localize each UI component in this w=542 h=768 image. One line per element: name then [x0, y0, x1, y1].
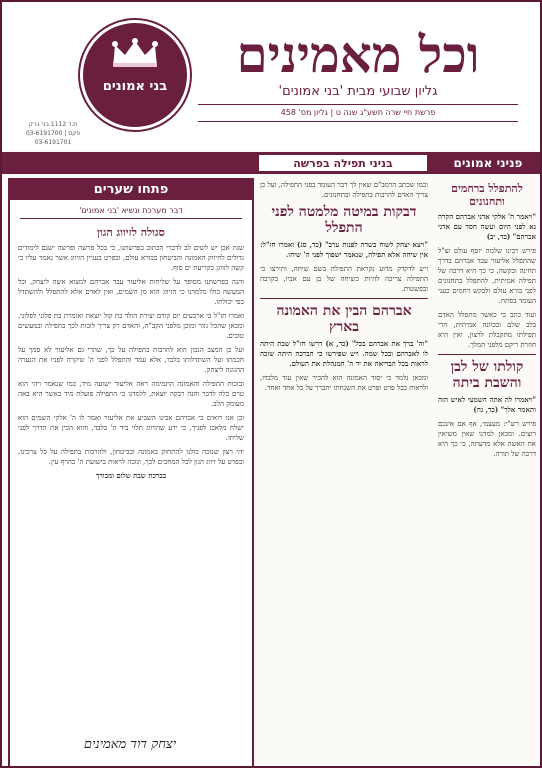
article-quote: "ויצא יצחק לשוח בשדה לפנות ערב" (כד, סג) ואמרו חז"ל: אין שיחה אלא תפילה, שנאמר ישפוך לפני ה' שיחו.	[260, 240, 428, 259]
article-heading: להתפלל ברחמים ותחנונים	[451, 182, 523, 208]
article-paragraph: ויש לדקדק מדוע נקראת התפילה בשם שיחה, ותירצו כי התפילה צריכה להיות כשיחה של בן עם אביו, בקרבה ובפשטות.	[260, 265, 428, 293]
contact-info	[8, 120, 98, 147]
masthead	[2, 2, 540, 150]
article-quote: "ויאמרו לה אתה השמעי לאיש הזה ותאמר אלך" (כד, נח)	[438, 395, 536, 414]
divider	[438, 354, 536, 355]
editorial-panel	[8, 178, 254, 768]
article-heading: סגולה לזיווג הגון	[97, 226, 165, 239]
article-paragraph: והנה בפרשתנו מסופר על שליחות אליעזר עבד אברהם למצוא אשה ליצחק, וכל המעשה כולו מלמדנו כי הזיווג הוא מן השמים, ואין לאדם אלא להתפלל ולהשתדל כפי יכולתו.	[18, 278, 244, 306]
article-quote: "ויאמר ה' אלקי אדני אברהם הקרה נא לפני היום ועשה חסד עם אדני אברהם" (כד, יב)	[438, 212, 536, 241]
article-paragraph: פירש רש"י: מעצמי, אף אם אינכם רוצים. ומכאן למדנו שאין משיאין את האשה אלא מדעתה, כי כך היא דרכה של תורה.	[438, 420, 536, 458]
divider	[260, 298, 428, 299]
logo-name: בני אמונים	[102, 79, 168, 94]
article-paragraph: וכמו שכתב הרמב"ם שאין לך דבר העומד בפני התפילה, ועל כן צריך האדם להרבות בתפילה ובתחנונים.	[260, 181, 428, 199]
article-heading: אברהם הבין את האמונה בארץ	[276, 303, 412, 335]
issue-info: פרשת חיי שרה תשע"ג שנה ט | גליון מס' 458	[198, 104, 518, 122]
middle-column	[260, 180, 428, 764]
right-column	[438, 180, 536, 764]
left-column-header: פתחו שערים	[10, 180, 252, 200]
article-paragraph: וכן אנו רואים כי אברהם אבינו השביע את אליעזר ואמר לו ה' אלקי השמים הוא ישלח מלאכו לפניך, כי ידע שהזיווג תלוי ביד ה' בלבד, והוא הכין את הדרך לפני שליחו.	[18, 414, 244, 442]
contact-line: ת.ד 1112 בני ברק	[28, 121, 78, 128]
crown-icon	[109, 37, 161, 71]
editor-signature: יצחק דוד מאמינים	[83, 737, 177, 752]
article-paragraph: ועוד כתב כי כאשר מתפלל האדם בלב שלם ובכוונה אמיתית, הרי תפילתו מתקבלת לרצון, ואין היא חוזרת ריקם מלפני המלך.	[438, 311, 536, 349]
middle-column-header: בניני תפילה בפרשה	[258, 154, 428, 172]
organization-logo	[80, 20, 190, 130]
article-paragraph: פירש רבינו שלמה יוסף עולם זצ"ל שהתפלל אליעזר עבד אברהם בדרך תחינה ובקשה, כי כך היא דרכה של תפילה אמיתית, להתפלל בתחנונים לפני בורא עולם ולבקש רחמים כעני העומד בפתח.	[438, 247, 536, 305]
right-column-header: פניני אמונים	[453, 156, 523, 170]
article-paragraph: שנת אכן יש לשים לב לדברי הכתוב בפרשתנו, כי בכל פרשה ופרשה ישנם לימודים גדולים לחיזוק האמונה והביטחון בבורא עולם, ובפרט בעניין הזיווג אשר נאמר עליו כי קשה לזווגן כקריעת ים סוף.	[18, 244, 244, 272]
contact-line: 03-6191701	[34, 139, 72, 146]
editorial-byline: דבר מערכת ונשיא 'בני אמונים'	[20, 204, 242, 219]
editorial-body	[18, 224, 244, 756]
article-paragraph: ועל כן המצב הנכון הוא להרבות בתפילה על כך, שהרי גם אליעזר לא סמך על חכמתו ועל השתדלותו בלבד, אלא עמד והתפלל לפני ה' שיקרה לפניו את הנערה ההגונה ליצחק.	[18, 346, 244, 374]
article-paragraph: ובזכות התפילה והאמונה התמימה ראה אליעזר ישועה מיד, כמו שנאמר ויהי הוא טרם כלה לדבר והנה רבקה יוצאת, ללמדנו כי התפילה פועלת מיד כאשר היא באה מעומק הלב.	[18, 380, 244, 408]
article-paragraph: ואמרו חז"ל כי ארבעים יום קודם יצירת הולד בת קול יוצאת ואומרת בת פלוני לפלוני, ומכאן שהכל גזור ומוכן מלפני הקב"ה, והאדם רק צריך לזכות לכך בתפילה ובמעשים טובים.	[18, 312, 244, 340]
article-heading: קולתו של לבן והשבת ביתה	[450, 359, 524, 391]
newsletter-subtitle: גליון שבועי מבית 'בני אמונים'	[278, 84, 438, 99]
article-paragraph: ומכאן נלמד כי יסוד האמונה הוא להכיר שאין עוד מלבדו, ולראות בכל פרט ופרט את השגחתו יתברך על כל אחד ואחד.	[260, 374, 428, 392]
article-paragraph: יהי רצון שנזכה כולנו להתחזק באמונה ובביטחון, ולהרבות בתפילה על כל צרכינו, ובפרט על זיווג הגון לכל המחכים לכך, ונזכה לראות בישועת ה' כהרף עין.	[18, 448, 244, 466]
article-quote: "וה' ברך את אברהם בכל" (כד, א) דרשו חז"ל שבת היתה לו לאברהם ובכל שמה. ויש שפירשו כי הברכה היתה שזכה לראות בכל הבריאה את יד ה' המנהלת את העולם.	[260, 339, 428, 368]
contact-line: 03-6191700 | פקס	[25, 130, 81, 137]
article-heading: דבקות במיטה מלמטה לפני התפלל	[271, 204, 417, 236]
newsletter-title: וכל מאמינים	[236, 25, 480, 84]
closing-line: בברכת שבת שלום ומבורך	[95, 471, 167, 480]
